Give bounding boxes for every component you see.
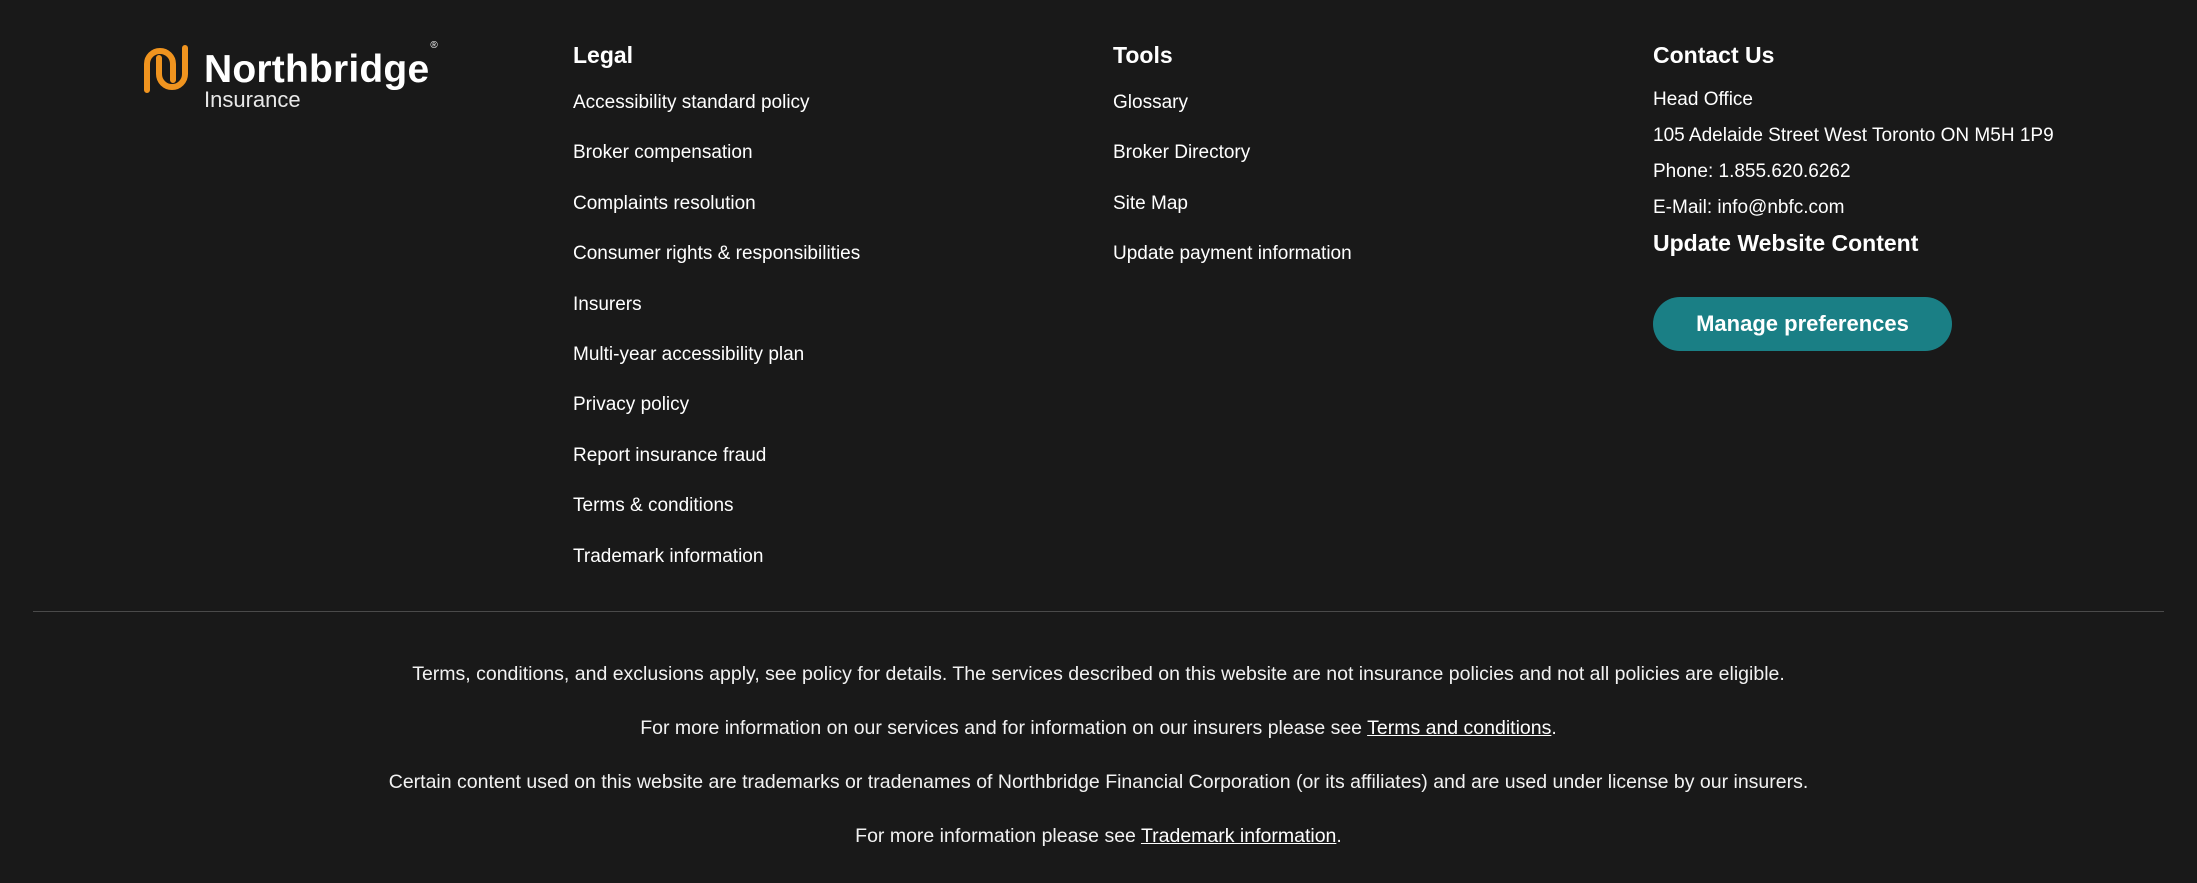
contact-office: Head Office	[1653, 89, 1753, 110]
tools-link-glossary[interactable]: Glossary	[1113, 92, 1188, 113]
contact-phone: Phone: 1.855.620.6262	[1653, 161, 1851, 182]
northbridge-logo-icon	[140, 44, 192, 94]
logo-name: Northbridge®	[204, 40, 438, 91]
legal-link-accessibility-standard-policy[interactable]: Accessibility standard policy	[573, 92, 810, 113]
tools-heading: Tools	[1113, 42, 1173, 68]
tools-link-update-payment-information[interactable]: Update payment information	[1113, 243, 1352, 265]
logo-subtitle: Insurance	[204, 87, 301, 112]
tools-link-broker-directory[interactable]: Broker Directory	[1113, 142, 1251, 164]
legal-link-report-insurance-fraud[interactable]: Report insurance fraud	[573, 444, 767, 466]
trademark-information-link[interactable]: Trademark information	[1140, 825, 1337, 847]
update-website-content-heading: Update Website Content	[1653, 230, 1919, 256]
legal-column	[573, 38, 860, 593]
tools-column	[1113, 38, 1352, 291]
legal-links	[573, 89, 860, 593]
contact-email: E-Mail: info@nbfc.com	[1653, 197, 1845, 218]
legal-link-insurers[interactable]: Insurers	[573, 293, 642, 315]
legal-link-multi-year-accessibility-plan[interactable]: Multi-year accessibility plan	[573, 343, 805, 365]
legal-link-complaints-resolution[interactable]: Complaints resolution	[573, 192, 756, 214]
northbridge-logo[interactable]	[140, 40, 438, 112]
tools-link-site-map[interactable]: Site Map	[1113, 192, 1188, 214]
legal-link-consumer-rights[interactable]: Consumer rights & responsibilities	[573, 243, 861, 265]
terms-and-conditions-link[interactable]: Terms and conditions	[1367, 717, 1552, 739]
legal-heading: Legal	[573, 42, 634, 68]
contact-heading: Contact Us	[1653, 42, 1775, 68]
disclaimer-terms-apply: Terms, conditions, and exclusions apply, see policy for details. The services described on this website are not insurance policies and not all policies are eligible.	[412, 663, 1785, 685]
legal-link-broker-compensation[interactable]: Broker compensation	[573, 142, 753, 164]
disclaimers	[0, 655, 2197, 871]
footer-divider	[33, 611, 2164, 612]
disclaimer-services-info: For more information on our services and for information on our insurers please see Terms and conditions.	[640, 717, 1557, 739]
manage-preferences-button[interactable]: Manage preferences	[1653, 297, 1952, 351]
contact-address: 105 Adelaide Street West Toronto ON M5H 1P9	[1653, 125, 2054, 146]
contact-column	[1653, 38, 2054, 351]
legal-link-privacy-policy[interactable]: Privacy policy	[573, 394, 690, 416]
tools-links	[1113, 89, 1352, 291]
disclaimer-trademark-info: For more information please see Trademark information.	[855, 825, 1342, 847]
legal-link-trademark-information[interactable]: Trademark information	[573, 545, 764, 567]
disclaimer-trademarks: Certain content used on this website are trademarks or tradenames of Northbridge Financial Corporation (or its affiliates) and are used under license by our insurers.	[388, 771, 1809, 793]
legal-link-terms-conditions[interactable]: Terms & conditions	[573, 495, 734, 517]
